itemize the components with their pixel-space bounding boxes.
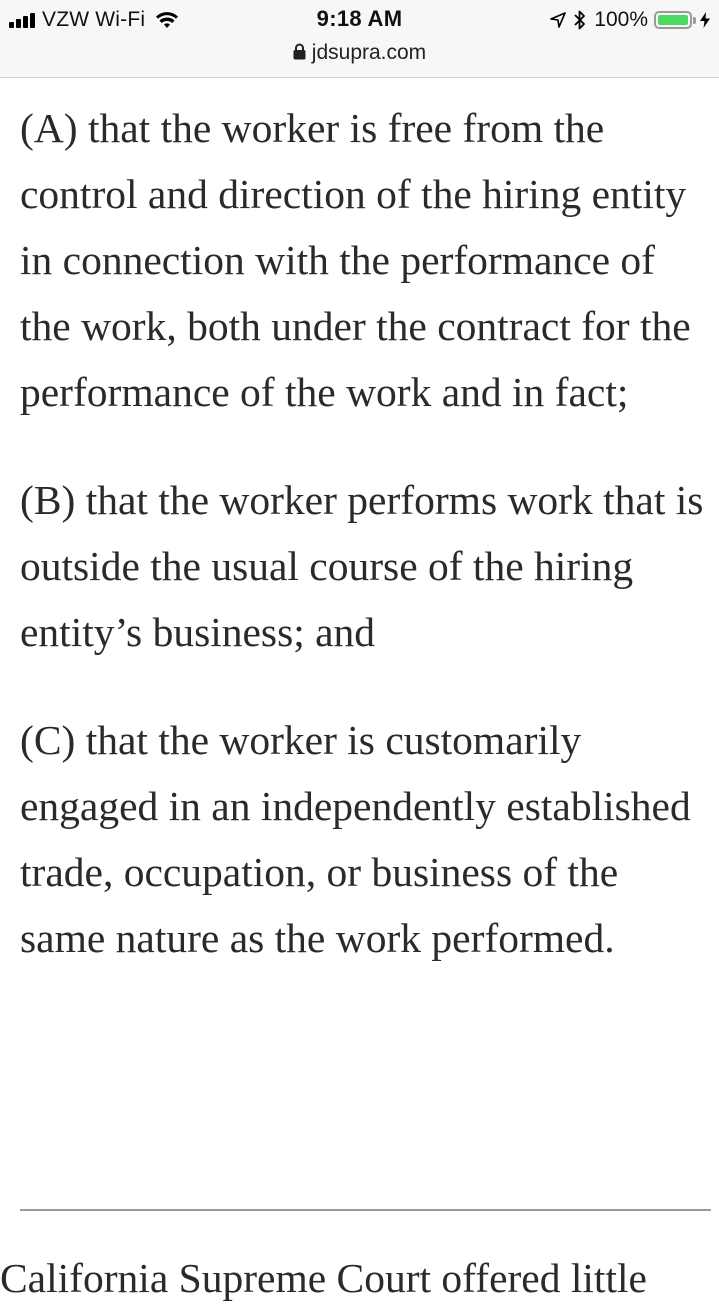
section-divider [20,1209,711,1211]
address-bar[interactable] [0,40,719,78]
url-domain: jdsupra.com [311,41,427,64]
status-right [550,8,710,32]
lock-icon [293,43,306,60]
battery-percent: 100% [594,8,648,31]
battery-fill [658,15,688,25]
url-display[interactable] [0,40,719,66]
clock: 9:18 AM [316,6,403,31]
status-bar [0,0,719,40]
location-arrow-icon [550,12,566,28]
bluetooth-icon [574,10,586,30]
paragraph-c: (C) that the worker is customarily engaged in an independently established trade, occupation, or business of the same nature as the work performed. [20,717,691,961]
battery-body [654,11,692,29]
battery-icon [654,11,696,29]
carrier-label: VZW Wi-Fi [42,8,146,31]
paragraph-a: (A) that the worker is free from the control and direction of the hiring entity in connection with the performance of the work, both under the contract for the performance of the work and in fact; [20,105,691,415]
battery-tip [693,17,696,24]
paragraph-b: (B) that the worker performs work that is outside the usual course of the hiring entity’s business; and [20,477,704,655]
charging-bolt-icon [700,12,710,28]
next-paragraph-partial: California Supreme Court offered little [0,1255,647,1301]
article-body [20,95,710,971]
